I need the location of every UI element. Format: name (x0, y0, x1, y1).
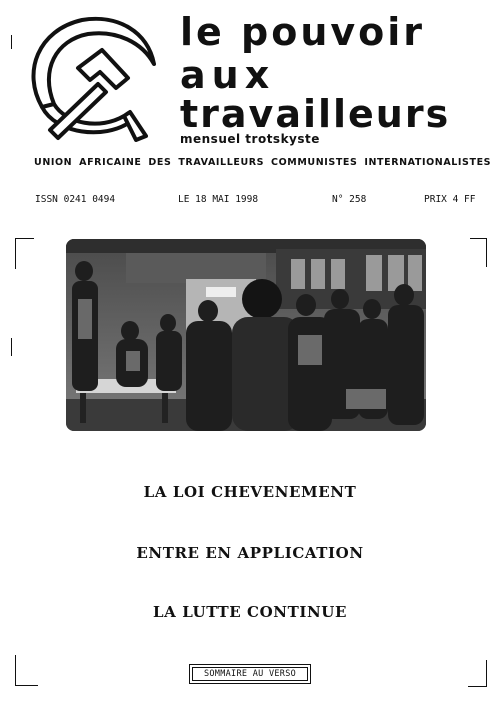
crop-mark-top-right (470, 238, 487, 267)
masthead-title-line-2: aux (180, 53, 276, 97)
issue-price: PRIX 4 FF (424, 194, 476, 205)
margin-mark-top (11, 35, 12, 49)
crop-mark-bottom-right (468, 660, 487, 687)
crop-mark-top-left (15, 238, 34, 269)
headline-line-3: LA LUTTE CONTINUE (153, 603, 347, 621)
contents-notice-box (189, 664, 311, 684)
hammer-and-sickle-icon (20, 12, 160, 152)
organization-name: UNION AFRICAINE DES TRAVAILLEURS COMMUNISTES INTERNATIONALISTES (34, 157, 492, 168)
masthead-title-line-1: le pouvoir (180, 10, 426, 54)
margin-mark-middle (11, 338, 12, 356)
protest-crowd-photo (66, 239, 426, 431)
headline-line-2: ENTRE EN APPLICATION (136, 544, 364, 562)
issue-date: LE 18 MAI 1998 (178, 194, 259, 205)
masthead-title-line-3: travailleurs (180, 92, 451, 136)
contents-notice-label: SOMMAIRE AU VERSO (203, 669, 297, 679)
headline-line-1: LA LOI CHEVENEMENT (143, 483, 357, 501)
crop-mark-bottom-left (15, 655, 38, 686)
issn-number: ISSN 0241 0494 (35, 194, 116, 205)
masthead-subtitle: mensuel trotskyste (180, 132, 320, 146)
issue-number: N° 258 (332, 194, 367, 205)
